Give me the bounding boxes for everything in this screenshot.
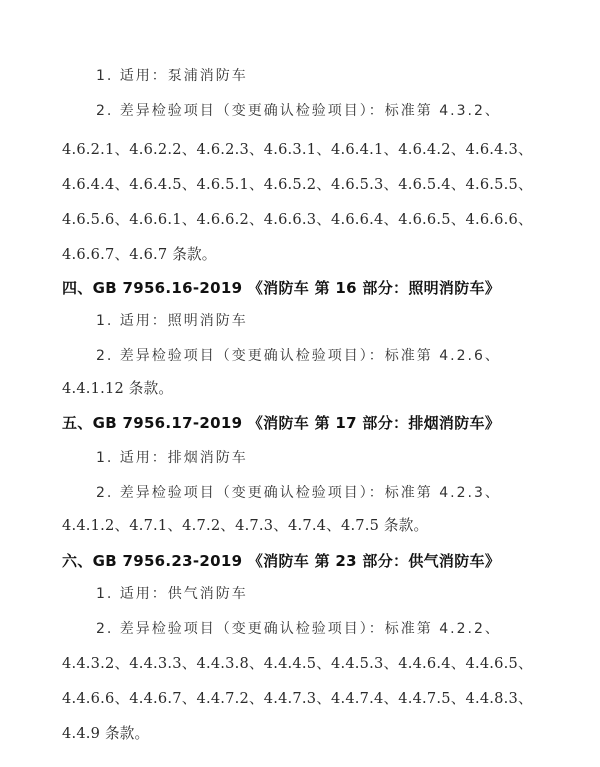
section-4-heading: 四、GB 7956.16-2019 《消防车 第 16 部分：照明消防车》 [62,279,501,297]
s6-applicable-item: 1. 适用：供气消防车 [96,586,248,602]
s5-applicable-item: 1. 适用：排烟消防车 [96,450,248,466]
s4-clause-list-line: 4.4.1.12 条款。 [62,380,174,397]
s3-clause-list-line: 4.6.6.7、4.6.7 条款。 [62,246,217,263]
s5-diff-items-intro: 2. 差异检验项目（变更确认检验项目）：标准第 4.2.3、 [96,485,501,501]
s4-applicable-item: 1. 适用：照明消防车 [96,313,248,329]
s4-diff-items-intro: 2. 差异检验项目（变更确认检验项目）：标准第 4.2.6、 [96,348,501,364]
s6-clause-list-line: 4.4.9 条款。 [62,725,150,742]
section-6-heading: 六、GB 7956.23-2019 《消防车 第 23 部分：供气消防车》 [62,552,501,570]
s3-clause-list-line: 4.6.5.6、4.6.6.1、4.6.6.2、4.6.6.3、4.6.6.4、4.6.6.5、4.6.6.6、 [62,211,533,228]
s3-clause-list-line: 4.6.2.1、4.6.2.2、4.6.2.3、4.6.3.1、4.6.4.1、4.6.4.2、4.6.4.3、 [62,141,533,158]
s6-clause-list-line: 4.4.6.6、4.4.6.7、4.4.7.2、4.4.7.3、4.4.7.4、4.4.7.5、4.4.8.3、 [62,690,533,707]
s5-clause-list-line: 4.4.1.2、4.7.1、4.7.2、4.7.3、4.7.4、4.7.5 条款。 [62,517,429,534]
s3-applicable-item: 1. 适用：泵浦消防车 [96,68,248,84]
s3-clause-list-line: 4.6.4.4、4.6.4.5、4.6.5.1、4.6.5.2、4.6.5.3、4.6.5.4、4.6.5.5、 [62,176,533,193]
s3-diff-items-intro: 2. 差异检验项目（变更确认检验项目）：标准第 4.3.2、 [96,103,501,119]
s6-clause-list-line: 4.4.3.2、4.4.3.3、4.4.3.8、4.4.4.5、4.4.5.3、4.4.6.4、4.4.6.5、 [62,655,533,672]
section-5-heading: 五、GB 7956.17-2019 《消防车 第 17 部分：排烟消防车》 [62,414,501,432]
s6-diff-items-intro: 2. 差异检验项目（变更确认检验项目）：标准第 4.2.2、 [96,621,501,637]
